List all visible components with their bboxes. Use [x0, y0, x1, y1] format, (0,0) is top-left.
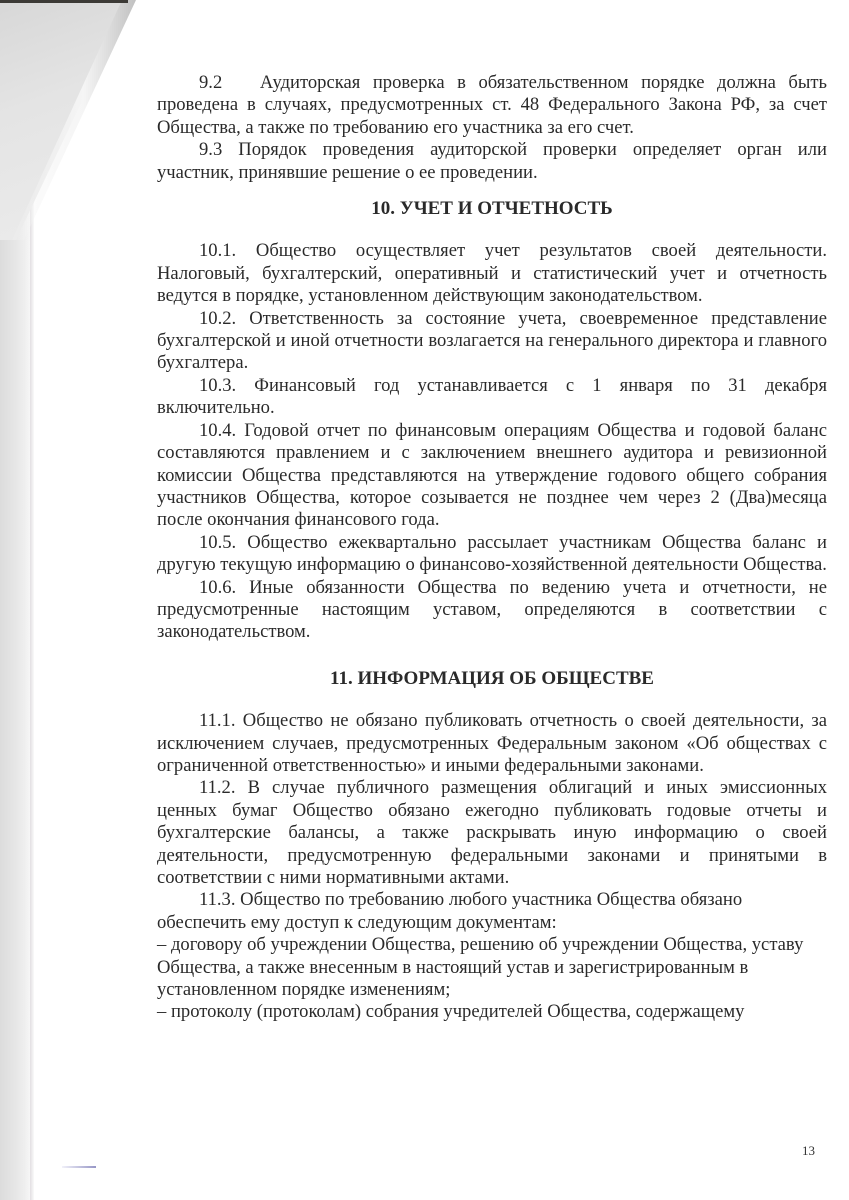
paragraph-10-5: 10.5. Общество ежеквартально рассылает участникам Общества баланс и другую текущую информацию о финансово-хозяйственной деятельности Общества.: [157, 531, 827, 576]
paragraph-10-2: 10.2. Ответственность за состояние учета, своевременное представление бухгалтерской и иной отчетности возлагается на генерального директора и главного бухгалтера.: [157, 307, 827, 374]
paragraph-10-3: 10.3. Финансовый год устанавливается с 1 января по 31 декабря включительно.: [157, 374, 827, 419]
paragraph-9-3: 9.3 Порядок проведения аудиторской проверки определяет орган или участник, принявшие решение о ее проведении.: [157, 139, 827, 183]
paragraph-11-2: 11.2. В случае публичного размещения облигаций и иных эмиссионных ценных бумаг Общество обязано ежегодно публиковать годовые отчеты и бухгалтерские балансы, а также раскрывать иную информацию о своей деятельности, предусмотренную федеральными законами и принятыми в соответствии с ними нормативными актами.: [157, 777, 827, 888]
list-item-founders-protocol: – протоколу (протоколам) собрания учредителей Общества, содержащему: [157, 1001, 745, 1023]
paragraph-10-1: 10.1. Общество осуществляет учет результатов своей деятельности. Налоговый, бухгалтерский, оперативный и статистический учет и отчетность ведутся в порядке, установленном действующим законодательством.: [157, 240, 827, 307]
section-heading-10: 10. УЧЕТ И ОТЧЕТНОСТЬ: [371, 198, 613, 220]
scan-top-shadow: [0, 0, 128, 3]
paragraph-11-3: 11.3. Общество по требованию любого участника Общества обязано обеспечить ему доступ к следующим документам:: [157, 889, 743, 933]
document-page: [157, 72, 827, 1024]
section-heading-11: 11. ИНФОРМАЦИЯ ОБ ОБЩЕСТВЕ: [330, 667, 654, 689]
paragraph-9-2: 9.2 Аудиторская проверка в обязательственном порядке должна быть проведена в случаях, предусмотренных ст. 48 Федерального Закона РФ, за счет Общества, а также по требованию его участника за его счет.: [157, 72, 827, 138]
paragraph-10-6: 10.6. Иные обязанности Общества по ведению учета и отчетности, не предусмотренные настоящим уставом, определяются в соответствии с законодательством.: [157, 576, 827, 643]
page-number: 13: [802, 1143, 815, 1158]
scan-ink-speck: [62, 1166, 96, 1168]
paragraph-10-4: 10.4. Годовой отчет по финансовым операциям Общества и годовой баланс составляются правлением и с заключением внешнего аудитора и ревизионной комиссии Общества представляются на утверждение годового общего собрания участников Общества, которое созывается не позднее чем через 2 (Два)месяца после окончания финансового года.: [157, 419, 827, 531]
list-item-founding-agreement: – договору об учреждении Общества, решению об учреждении Общества, уставу Общества, а также внесенным в настоящий устав и зарегистрированным в установленном порядке изменениям;: [157, 934, 804, 1001]
paragraph-11-1: 11.1. Общество не обязано публиковать отчетность о своей деятельности, за исключением случаев, предусмотренных Федеральным законом «Об обществах с ограниченной ответственностью» и иными федеральными законами.: [157, 710, 827, 776]
